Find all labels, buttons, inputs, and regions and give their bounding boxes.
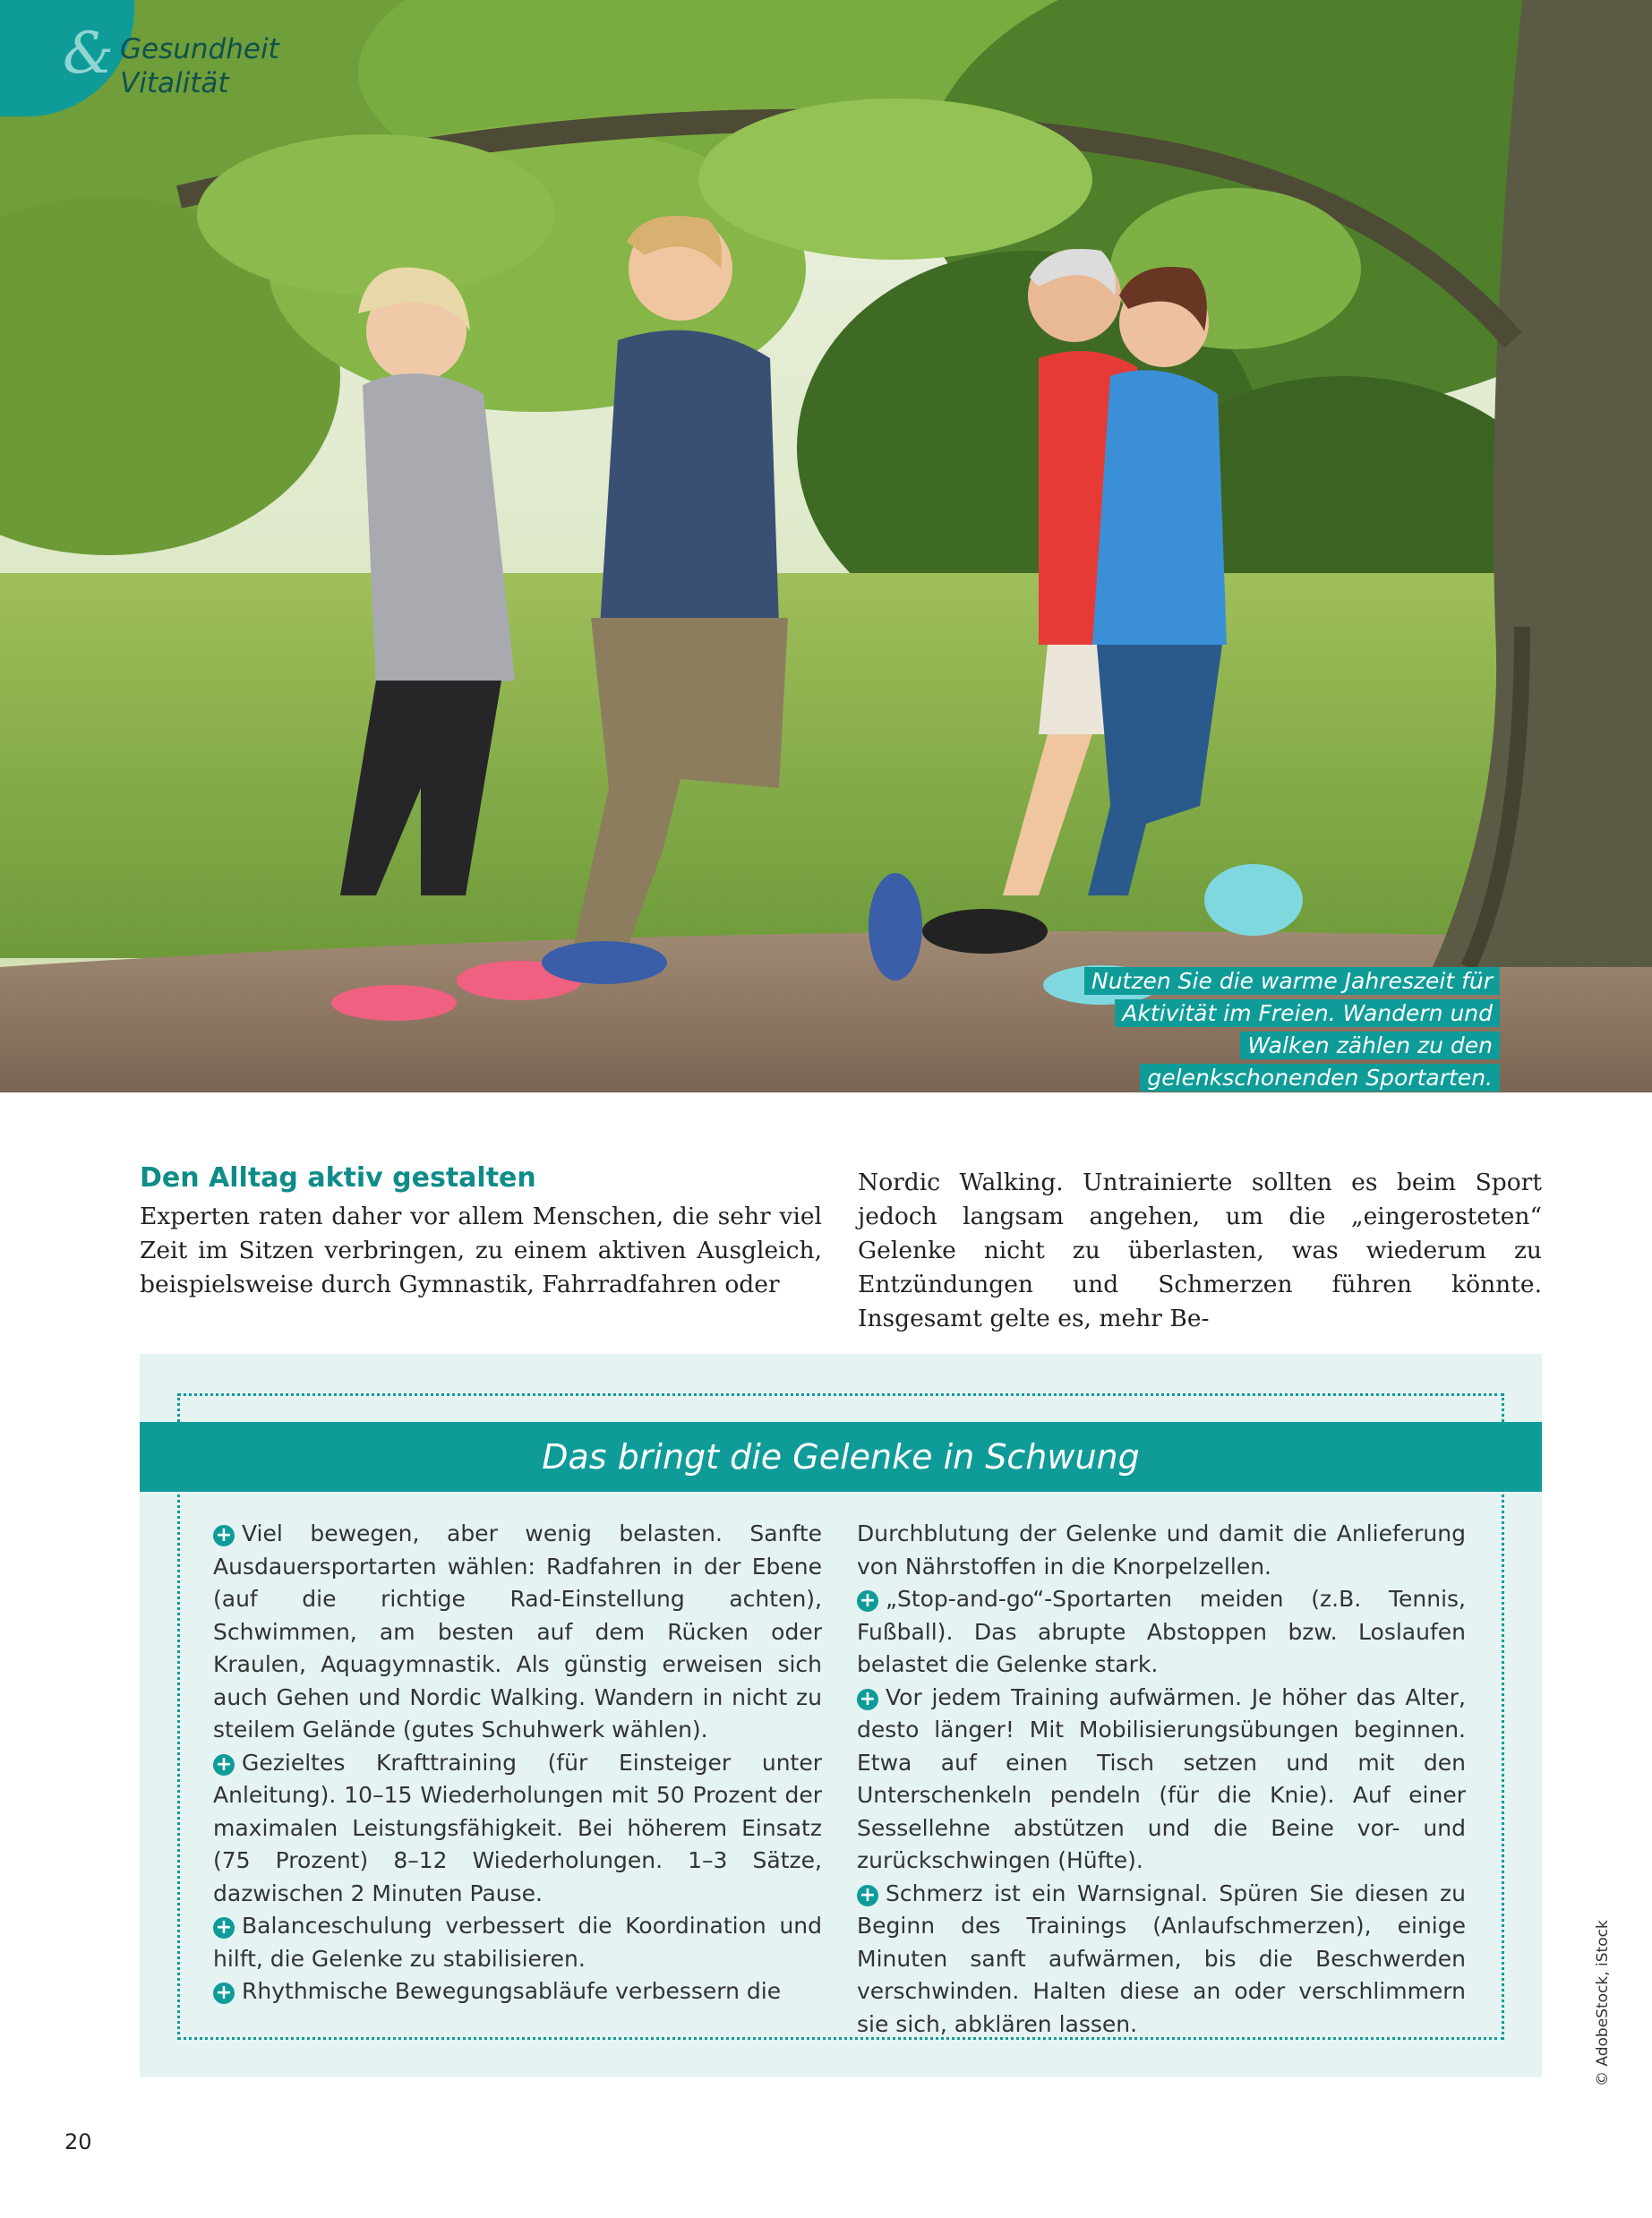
caption-line-3: Walken zählen zu den xyxy=(1240,1032,1500,1059)
tip-item xyxy=(213,1910,822,1975)
tip-item xyxy=(857,1878,1466,2042)
tip-item xyxy=(213,1975,822,2008)
plus-icon: + xyxy=(213,1525,235,1546)
photo-caption xyxy=(1070,965,1500,1092)
tip-text: Vor jedem Training aufwärmen. Je höher das Alter, desto länger! Mit Mobilisierungsübungen beginnen. Etwa auf einen Tisch setzen und mit den Unterschenkeln pendeln (für die Knie). Auf einer Sessellehne abstützen und die Beine vor- und zurückschwingen (Hüfte). xyxy=(857,1683,1466,1873)
tip-continuation: Durchblutung der Gelenke und damit die Anlieferung von Nährstoffen in die Knorpelzellen. xyxy=(857,1520,1466,1580)
plus-icon: + xyxy=(213,1917,235,1939)
tip-item xyxy=(857,1583,1466,1682)
section-title-line1: Gesundheit xyxy=(120,33,279,65)
tip-text: Balanceschulung verbessert die Koordination und hilft, die Gelenke zu stabilisieren. xyxy=(213,1913,822,1972)
info-box-right-column xyxy=(857,1518,1466,2041)
plus-icon: + xyxy=(857,1590,878,1612)
caption-line-1: Nutzen Sie die warme Jahreszeit für xyxy=(1084,967,1500,995)
info-box-title: Das bringt die Gelenke in Schwung xyxy=(140,1422,1542,1492)
article-heading: Den Alltag aktiv gestalten xyxy=(140,1162,536,1194)
walking-group-illustration xyxy=(0,0,1652,1092)
hero-photo xyxy=(0,0,1652,1092)
tip-item xyxy=(857,1682,1466,1878)
tip-item xyxy=(213,1747,822,1911)
tip-text: „Stop-and-go“-Sportarten meiden (z.B. Tennis, Fußball). Das abrupte Abstoppen bzw. Loslaufen belastet die Gelenke stark. xyxy=(857,1586,1466,1677)
tip-text: Schmerz ist ein Warnsignal. Spüren Sie diesen zu Beginn des Trainings (Anlaufschmerzen), einige Minuten sanft aufwärmen, bis die Beschwerden verschwinden. Halten diese an oder verschlimmern sie sich, abklären lassen. xyxy=(857,1880,1466,2037)
plus-icon: + xyxy=(857,1885,878,1906)
section-title-line2: Vitalität xyxy=(120,67,229,99)
tip-text: Rhythmische Bewegungsabläufe verbessern die xyxy=(242,1978,782,2004)
section-title xyxy=(120,32,279,100)
photo-credit: © AdobeStock, iStock xyxy=(1594,1920,1612,2086)
page-number: 20 xyxy=(64,2129,92,2154)
tip-item xyxy=(213,1518,822,1747)
tip-text: Gezieltes Krafttraining (für Einsteiger unter Anleitung). 10–15 Wiederholungen mit 50 Prozent der maximalen Leistungsfähigkeit. Bei höherem Einsatz (75 Prozent) 8–12 Wiederholungen. 1–3 Sätze, dazwischen 2 Minuten Pause. xyxy=(213,1749,822,1906)
section-ampersand: & xyxy=(63,21,114,87)
info-box-left-column xyxy=(213,1518,822,2008)
caption-line-2: Aktivität im Freien. Wandern und xyxy=(1115,999,1500,1027)
plus-icon: + xyxy=(213,1754,235,1776)
article-text-right: Nordic Walking. Untrainierte sollten es beim Sport jedoch langsam angehen, um die „eingerosteten“ Gelenke nicht zu überlasten, was wiederum zu Entzündungen und Schmerzen führen könnte. Insgesamt gelte es, mehr Be- xyxy=(858,1169,1542,1332)
article-text-left: Experten raten daher vor allem Menschen, die sehr viel Zeit im Sitzen verbringen, zu einem aktiven Ausgleich, beispielsweise durch Gymnastik, Fahrradfahren oder xyxy=(140,1203,822,1298)
caption-line-4: gelenkschonenden Sportarten. xyxy=(1140,1064,1500,1092)
plus-icon: + xyxy=(213,1982,235,2004)
tip-text: Viel bewegen, aber wenig belasten. Sanfte Ausdauersportarten wählen: Radfahren in der Ebene (auf die richtige Rad-Einstellung achten), Schwimmen, am besten auf dem Rücken oder Kraulen, Aquagymnastik. Als günstig erweisen sich auch Gehen und Nordic Walking. Wandern in nicht zu steilem Gelände (gutes Schuhwerk wählen). xyxy=(213,1520,822,1743)
plus-icon: + xyxy=(857,1689,878,1710)
info-box xyxy=(140,1354,1542,2077)
